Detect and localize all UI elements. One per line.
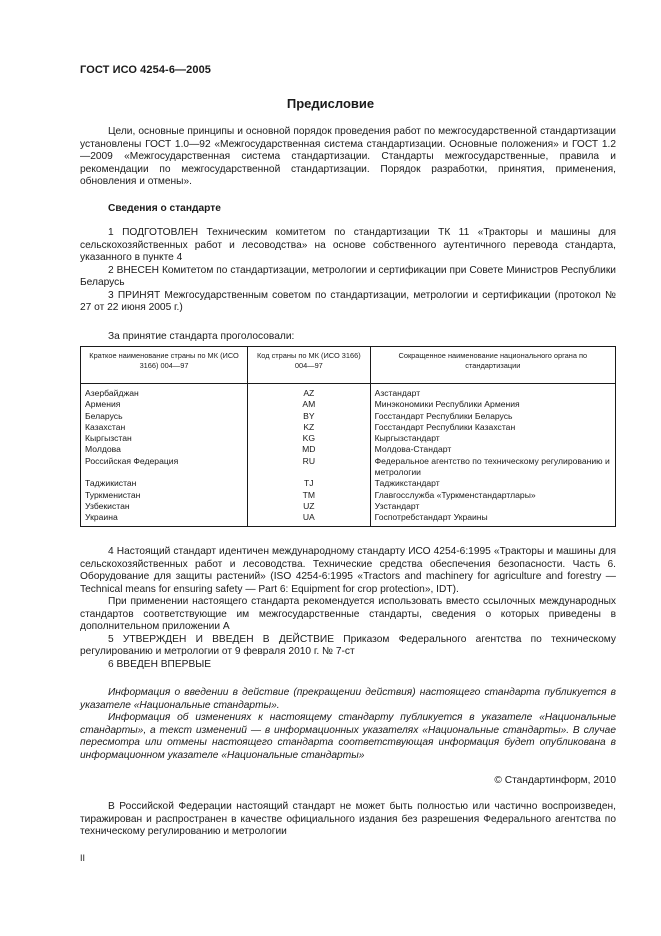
country-code: AM [248,399,371,410]
table-row [81,456,616,479]
country-code: KG [248,433,371,444]
country-code: TJ [248,478,371,489]
standards-body: Азстандарт [370,384,615,400]
column-header-code: Код страны по МК (ИСО 3166) 004—97 [248,347,371,384]
point-6: 6 ВВЕДЕН ВПЕРВЫЕ [108,658,212,670]
table-row [81,433,616,444]
country-code: RU [248,456,371,479]
info-item-1: 1 ПОДГОТОВЛЕН Техническим комитетом по стандартизации ТК 11 «Тракторы и машины для сельскохозяйственных работ и лесоводства» на основе собственного аутентичного перевода стандарта, указанного в пункте 4 [80,227,616,263]
country-code: AZ [248,384,371,400]
table-row [81,384,616,400]
table-row [81,444,616,455]
standards-body: Минэкономики Республики Армения [370,399,615,410]
standards-body: Госстандарт Республики Беларусь [370,411,615,422]
table-row [81,512,616,526]
table-row [81,422,616,433]
table-row [81,399,616,410]
page-title: Предисловие [286,96,375,111]
table-row [81,501,616,512]
footer-block [80,801,616,839]
country-name: Молдова [81,444,248,455]
points-block [80,546,616,671]
country-name: Украина [81,512,248,526]
table-row [81,478,616,489]
voting-table [80,346,616,527]
table-body [81,384,616,527]
point-5: 5 УТВЕРЖДЕН И ВВЕДЕН В ДЕЙСТВИЕ Приказом Федерального агентства по техническому регулированию и метрологии от 9 февраля 2010 г. № 7-ст [80,633,616,657]
reproduction-notice: В Российской Федерации настоящий стандарт не может быть полностью или частично воспроизведен, тиражирован и распространен в качестве официального издания без разрешения Федерального агентства по техническому регулированию и метрологии [80,801,616,837]
standards-body: Главгосслужба «Туркменстандартлары» [370,490,615,501]
table-header-row [81,347,616,384]
country-name: Казахстан [81,422,248,433]
intro-block [80,126,616,189]
country-name: Российская Федерация [81,456,248,479]
standards-body: Госстандарт Республики Казахстан [370,422,615,433]
country-name: Беларусь [81,411,248,422]
standards-body: Кыргызстандарт [370,433,615,444]
standards-body: Узстандарт [370,501,615,512]
point-4: 4 Настоящий стандарт идентичен международному стандарту ИСО 4254-6:1995 «Тракторы и машины для сельскохозяйственных работ и лесоводства. Технические средства обеспечения безопасности. Часть 6. Оборудование для защиты растений» (ISO 4254-6:1995 «Tractors and machinery for agriculture and forestry — Technical means for ensuring safety — Part 6: Equipment for crop protection», IDT). [80,546,616,595]
country-code: KZ [248,422,371,433]
country-code: UA [248,512,371,526]
info-item-3: 3 ПРИНЯТ Межгосударственным советом по стандартизации, метрологии и сертификации (протокол № 27 от 22 июня 2005 г.) [80,289,616,313]
page-number: II [80,853,86,863]
country-name: Узбекистан [81,501,248,512]
country-code: UZ [248,501,371,512]
point-4-note: При применении настоящего стандарта рекомендуется использовать вместо ссылочных международных стандартов соответствующие им межгосударственные стандарты, сведения о которых приведены в дополнительном приложении А [80,596,616,632]
country-name: Таджикистан [81,478,248,489]
country-code: MD [248,444,371,455]
vote-title: За принятие стандарта проголосовали: [108,331,295,342]
info-item-2: 2 ВНЕСЕН Комитетом по стандартизации, метрологии и сертификации при Совете Министров Республики Беларусь [80,264,616,288]
country-code: TM [248,490,371,501]
country-name: Туркменистан [81,490,248,501]
copyright: © Стандартинформ, 2010 [494,775,616,786]
standards-body: Госпотребстандарт Украины [370,512,615,526]
standards-body: Федеральное агентство по техническому регулированию и метрологии [370,456,615,479]
standards-body: Молдова-Стандарт [370,444,615,455]
standards-body: Таджикстандарт [370,478,615,489]
country-name: Азербайджан [81,384,248,400]
document-code: ГОСТ ИСО 4254-6—2005 [80,64,212,76]
country-name: Кыргызстан [81,433,248,444]
notice-introduction: Информация о введении в действие (прекращении действия) настоящего стандарта публикуется в указателе «Национальные стандарты». [80,687,616,711]
notices-block [80,687,616,762]
country-code: BY [248,411,371,422]
info-items [80,227,616,315]
column-header-body: Сокращенное наименование национального органа по стандартизации [370,347,615,384]
table-row [81,490,616,501]
intro-paragraph: Цели, основные принципы и основной порядок проведения работ по межгосударственной стандартизации установлены ГОСТ 1.0—92 «Межгосударственная система стандартизации. Основные положения» и ГОСТ 1.2—2009 «Межгосударственная система стандартизации. Стандарты межгосударственные, правила и рекомендации по межгосударственной стандартизации. Порядок разработки, принятия, применения, обновления и отмены». [80,126,616,187]
info-heading: Сведения о стандарте [108,203,221,214]
table-row [81,411,616,422]
column-header-country: Краткое наименование страны по МК (ИСО 3166) 004—97 [81,347,248,384]
country-name: Армения [81,399,248,410]
notice-changes: Информация об изменениях к настоящему стандарту публикуется в указателе «Национальные стандарты», а текст изменений — в информационных указателях «Национальные стандарты». В случае пересмотра или отмены настоящего стандарта соответствующая информация будет опубликована в информационном указателе «Национальные стандарты» [80,712,616,761]
